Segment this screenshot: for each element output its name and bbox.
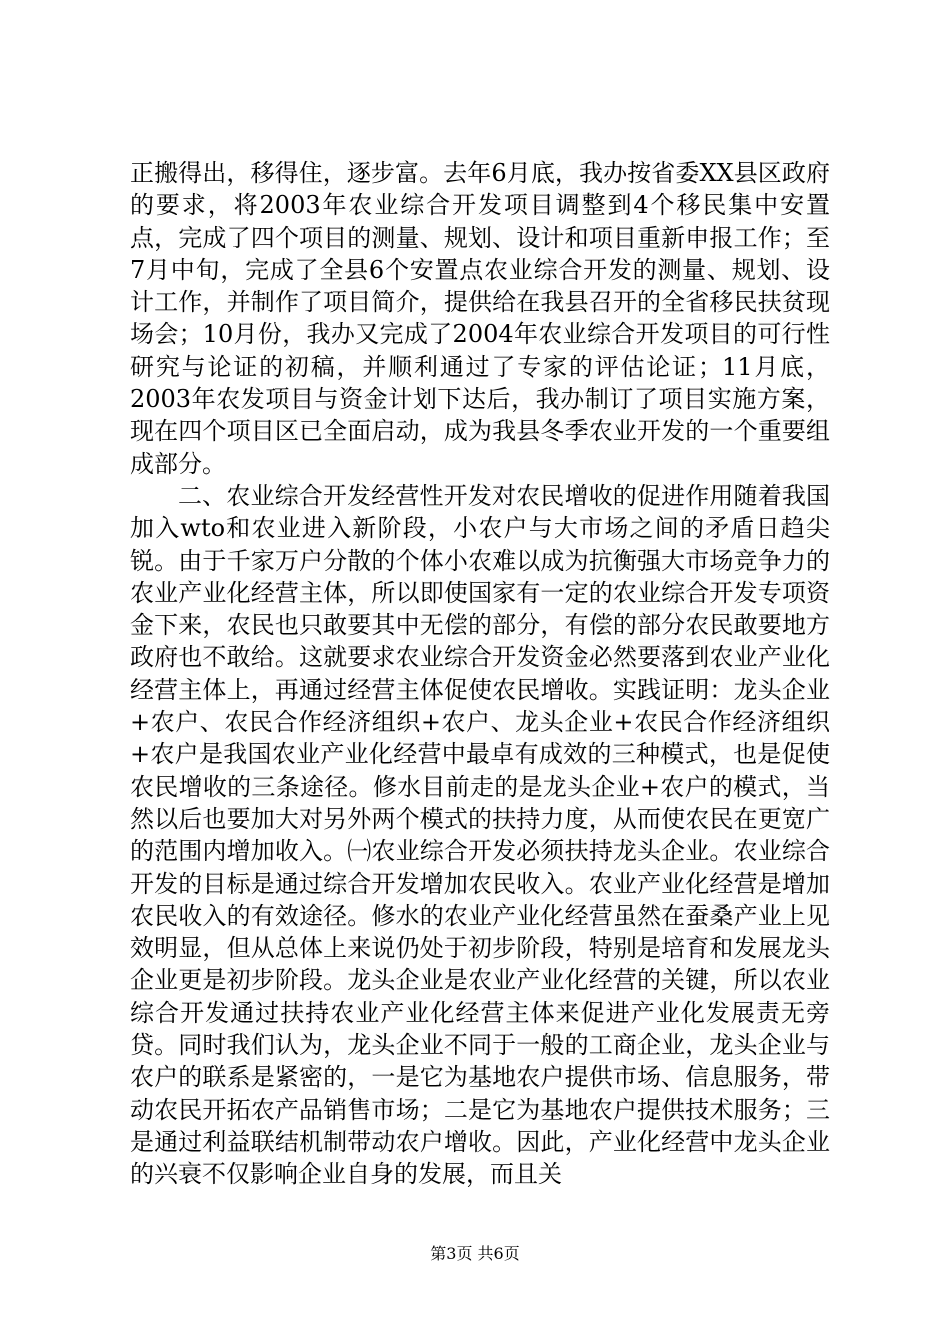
page-footer bbox=[0, 1244, 950, 1264]
page-number: 第3页 共6页 bbox=[430, 1244, 520, 1263]
body-paragraph: 正搬得出，移得住，逐步富。去年6月底，我办按省委XX县区政府的要求，将2003年农业综合开发项目调整到4个移民集中安置点，完成了四个项目的测量、规划、设计和项目重新申报工作；至7月中旬，完成了全县6个安置点农业综合开发的测量、规划、设计工作，并制作了项目简介，提供给在我县召开的全省移民扶贫现场会；10月份，我办又完成了2004年农业综合开发项目的可行性研究与论证的初稿，并顺利通过了专家的评估论证；11月底，2003年农发项目与资金计划下达后，我办制订了项目实施方案，现在四个项目区已全面启动，成为我县冬季农业开发的一个重要组成部分。 bbox=[130, 159, 830, 478]
document-body bbox=[130, 157, 830, 1191]
body-paragraph: 二、农业综合开发经营性开发对农民增收的促进作用随着我国加入wto和农业进入新阶段，小农户与大市场之间的矛盾日趋尖锐。由于千家万户分散的个体小农难以成为抗衡强大市场竞争力的农业产业化经营主体，所以即使国家有一定的农业综合开发专项资金下来，农民也只敢要其中无偿的部分，有偿的部分农民敢要地方政府也不敢给。这就要求农业综合开发资金必然要落到农业产业化经营主体上，再通过经营主体促使农民增收。实践证明：龙头企业+农户、农民合作经济组织+农户、龙头企业+农民合作经济组织+农户是我国农业产业化经营中最卓有成效的三种模式，也是促使农民增收的三条途径。修水目前走的是龙头企业+农户的模式，当然以后也要加大对另外两个模式的扶持力度，从而使农民在更宽广的范围内增加收入。㈠农业综合开发必须扶持龙头企业。农业综合开发的目标是通过综合开发增加农民收入。农业产业化经营是增加农民收入的有效途径。修水的农业产业化经营虽然在蚕桑产业上见效明显，但从总体上来说仍处于初步阶段，特别是培育和发展龙头企业更是初步阶段。龙头企业是农业产业化经营的关键，所以农业综合开发通过扶持农业产业化经营主体来促进产业化发展责无旁贷。同时我们认为，龙头企业不同于一般的工商企业，龙头企业与农户的联系是紧密的，一是它为基地农户提供市场、信息服务，带动农民开拓农产品销售市场；二是它为基地农户提供技术服务；三是通过利益联结机制带动农户增收。因此，产业化经营中龙头企业的兴衰不仅影响企业自身的发展，而且关 bbox=[130, 481, 830, 1189]
